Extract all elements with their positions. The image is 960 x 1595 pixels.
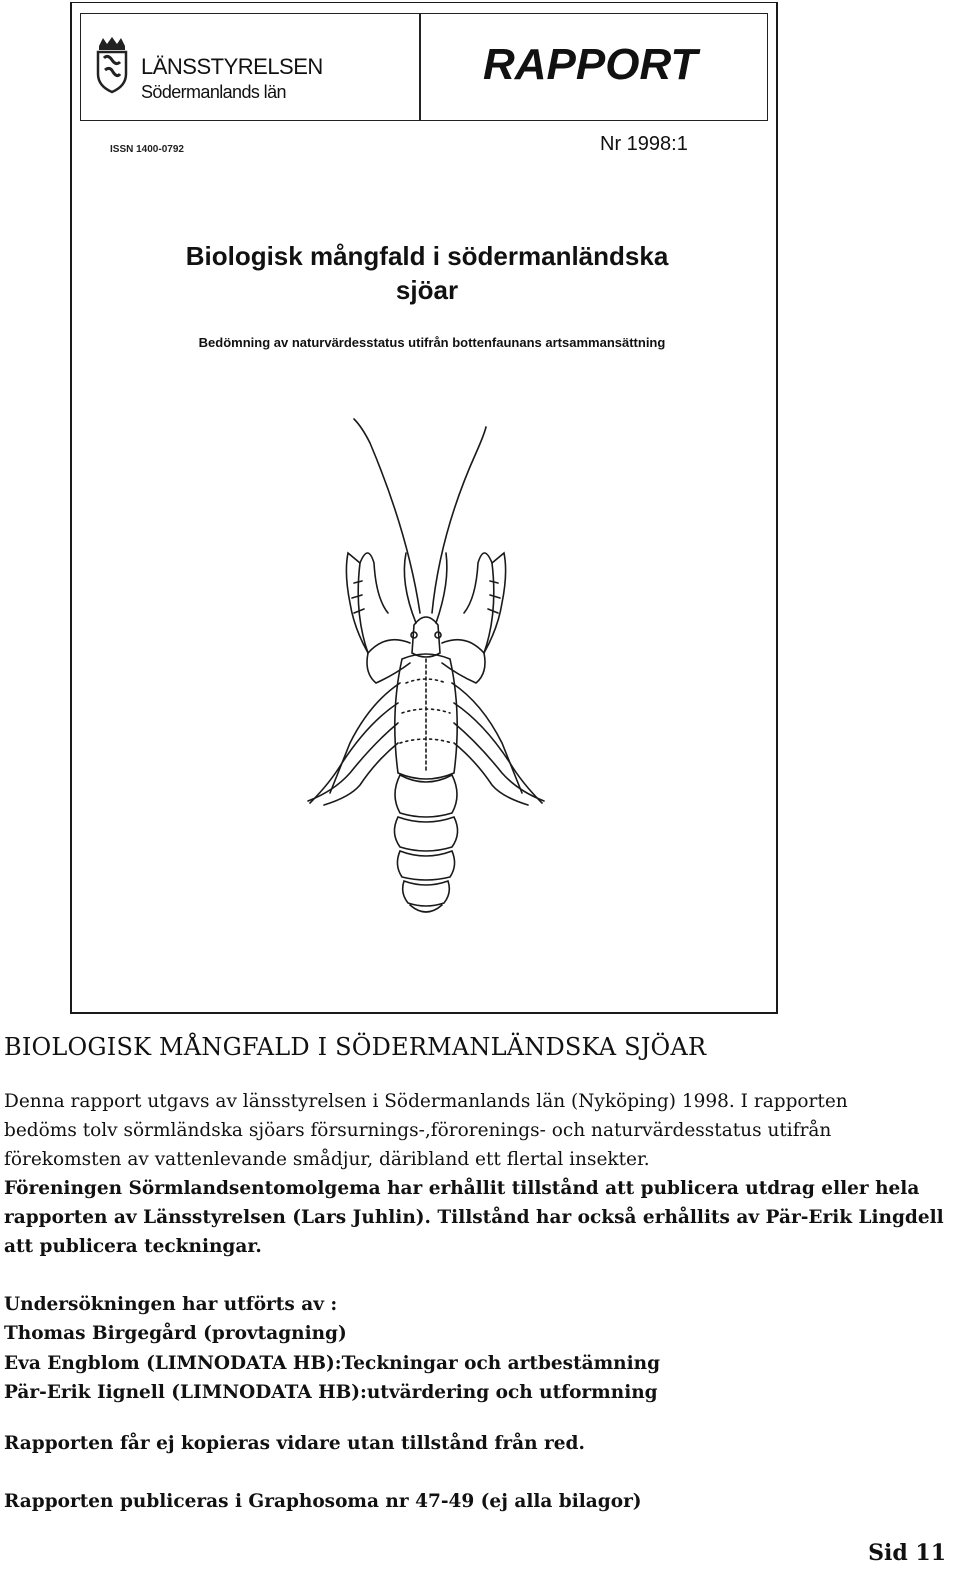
cover-title	[122, 239, 732, 307]
credit-line: Eva Engblom (LIMNODATA HB):Teckningar och artbestämning	[4, 1352, 661, 1374]
intro-line: bedöms tolv sörmländska sjöars försurnings-,förorenings- och naturvärdesstatus utifrån	[4, 1120, 832, 1141]
report-label: RAPPORT	[483, 40, 698, 89]
cover-title-line-2: sjöar	[395, 275, 459, 305]
page-number: Sid 11	[868, 1540, 946, 1566]
credit-line: Pär-Erik Iignell (LIMNODATA HB):utvärdering och utformning	[4, 1381, 658, 1403]
credits-block	[4, 1290, 660, 1407]
report-number: Nr 1998:1	[600, 133, 688, 155]
intro-line: förekomsten av vattenlevande smådjur, däribland ett flertal insekter.	[4, 1149, 650, 1170]
cover-header-box	[80, 13, 768, 121]
intro-paragraph	[4, 1087, 944, 1261]
intro-line: Föreningen Sörmlandsentomolgema har erhållit tillstånd att publicera utdrag eller hela	[4, 1178, 920, 1199]
cover-title-line-1: Biologisk mångfald i södermanländska	[185, 241, 669, 271]
header-divider	[419, 14, 421, 120]
copy-notice: Rapporten får ej kopieras vidare utan tillstånd från red.	[4, 1433, 585, 1454]
intro-line: Denna rapport utgavs av länsstyrelsen i Södermanlands län (Nyköping) 1998. I rapporten	[4, 1091, 848, 1112]
intro-line: rapporten av Länsstyrelsen (Lars Juhlin). Tillstånd har också erhållits av Pär-Erik Lingdell	[4, 1207, 944, 1228]
issn-number: ISSN 1400-0792	[110, 144, 184, 155]
crayfish-illustration	[290, 413, 562, 923]
document-title: BIOLOGISK MÅNGFALD I SÖDERMANLÄNDSKA SJÖAR	[4, 1033, 707, 1061]
cover-subtitle: Bedömning av naturvärdesstatus utifrån bottenfaunans artsammansättning	[198, 335, 666, 350]
organization-county: Södermanlands län	[141, 82, 286, 102]
crown-crest-icon	[93, 36, 131, 94]
organization-logo	[89, 26, 409, 112]
publication-note: Rapporten publiceras i Graphosoma nr 47-49 (ej alla bilagor)	[4, 1491, 642, 1512]
credits-heading: Undersökningen har utförts av :	[4, 1294, 338, 1315]
credit-line: Thomas Birgegård (provtagning)	[4, 1323, 347, 1345]
report-cover-image	[70, 2, 778, 1014]
organization-name: LÄNSSTYRELSEN	[141, 54, 323, 79]
intro-line: att publicera teckningar.	[4, 1236, 262, 1257]
